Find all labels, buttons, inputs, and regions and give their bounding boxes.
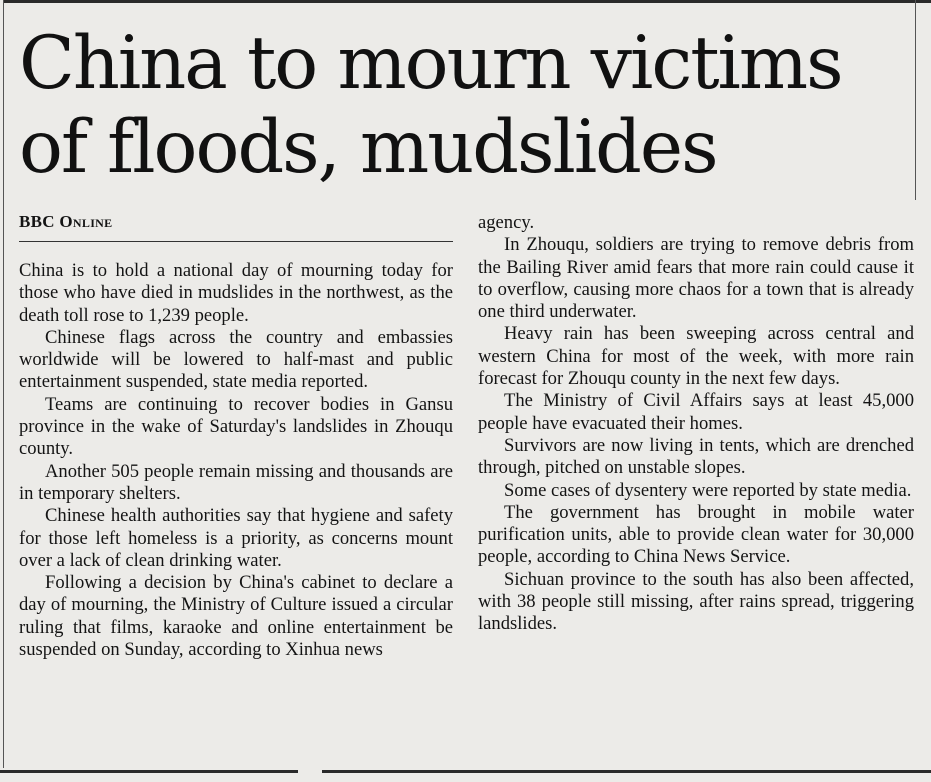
paragraph: agency. bbox=[478, 212, 535, 233]
left-rule bbox=[3, 0, 4, 768]
paragraph: The Ministry of Civil Affairs says at least 45,000 people have evacuated their homes. bbox=[478, 390, 914, 434]
paragraph: Heavy rain has been sweeping across central and western China for most of the week, with more rain forecast for Zhouqu county in the next few days. bbox=[478, 323, 914, 390]
byline-rule bbox=[19, 241, 453, 242]
article-column-2 bbox=[478, 212, 914, 636]
paragraph: Teams are continuing to recover bodies in Gansu province in the wake of Saturday's landslides in Zhouqu county. bbox=[19, 393, 453, 460]
bottom-rule-left bbox=[0, 770, 298, 773]
headline-line-1: China to mourn victims bbox=[19, 21, 842, 106]
paragraph: Some cases of dysentery were reported by state media. bbox=[504, 479, 912, 501]
paragraph: Sichuan province to the south has also been affected, with 38 people still missing, after rains spread, triggering landslides. bbox=[478, 568, 914, 635]
headline-line-2: of floods, mudslides bbox=[19, 105, 717, 190]
paragraph: Following a decision by China's cabinet to declare a day of mourning, the Ministry of Culture issued a circular ruling that films, karaoke and online entertainment be suspended on Sunday, according to Xinhua news bbox=[19, 572, 453, 661]
top-rule bbox=[3, 0, 931, 3]
bottom-rule-right bbox=[322, 770, 931, 773]
paragraph: China is to hold a national day of mourning today for those who have died in mudslides in the northwest, as the death toll rose to 1,239 people. bbox=[19, 260, 453, 326]
paragraph: Chinese flags across the country and embassies worldwide will be lowered to half-mast and public entertainment suspended, state media reported. bbox=[19, 326, 453, 393]
paragraph: The government has brought in mobile water purification units, able to provide clean water for 30,000 people, according to China News Service. bbox=[478, 501, 914, 568]
article-column-1 bbox=[19, 260, 453, 661]
paragraph: In Zhouqu, soldiers are trying to remove debris from the Bailing River amid fears that more rain could cause it to overflow, causing more chaos for a town that is already one third underwater. bbox=[478, 234, 914, 323]
paragraph: Chinese health authorities say that hygiene and safety for those left homeless is a priority, as concerns mount over a lack of clean drinking water. bbox=[19, 505, 453, 571]
paragraph: Survivors are now living in tents, which are drenched through, pitched on unstable slopes. bbox=[478, 434, 914, 479]
byline: BBC Online bbox=[19, 212, 113, 231]
headline bbox=[19, 22, 919, 190]
paragraph: Another 505 people remain missing and thousands are in temporary shelters. bbox=[19, 460, 453, 504]
